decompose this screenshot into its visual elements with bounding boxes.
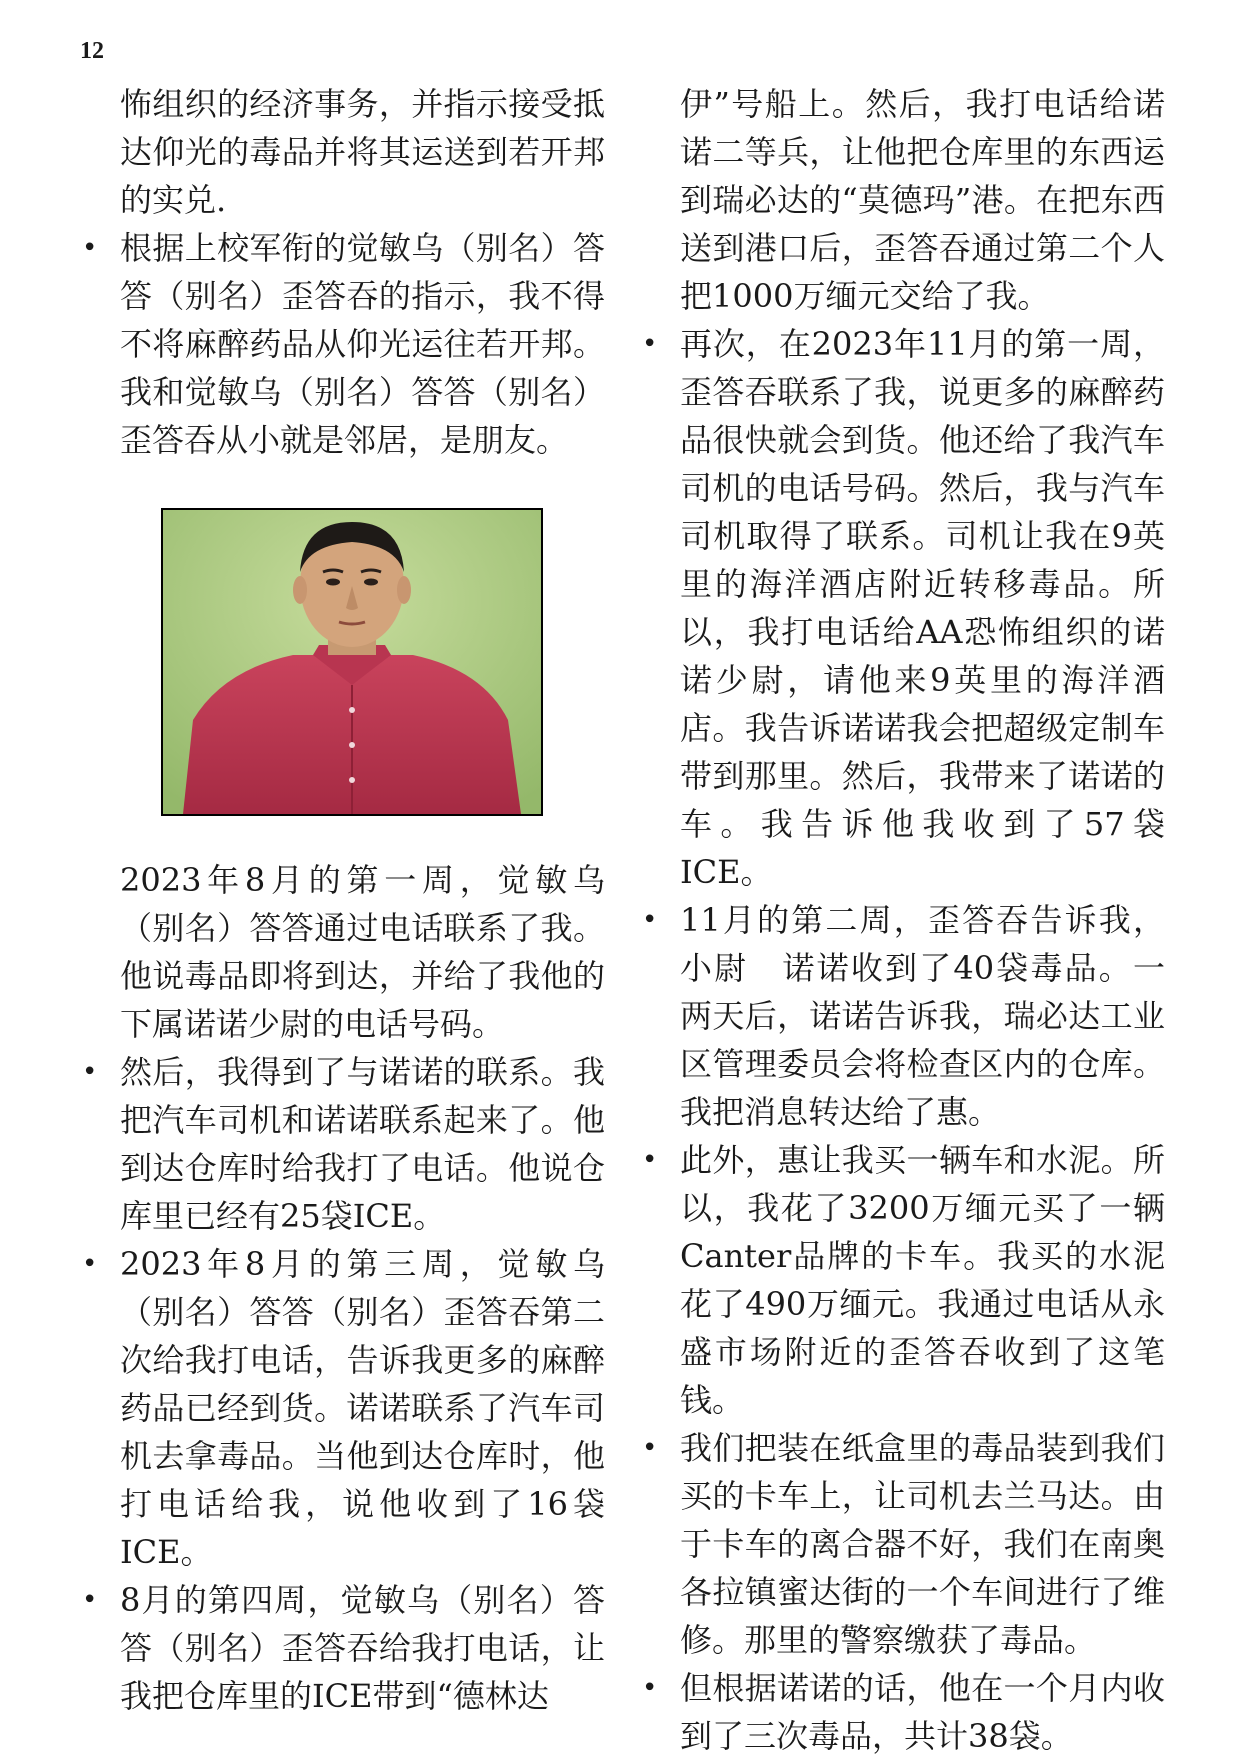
list-item-text: 根据上校军衔的觉敏乌（别名）答答（别名）歪答吞的指示，我不得不将麻醉药品从仰光运往若开邦。我和觉敏乌（别名）答答（别名）歪答吞从小就是邻居，是朋友。 xyxy=(120,229,605,459)
bullet-icon: • xyxy=(642,905,658,935)
bullet-icon: • xyxy=(642,329,658,359)
bullet-icon: • xyxy=(82,1585,98,1615)
bullet-icon: • xyxy=(82,233,98,263)
bullet-icon: • xyxy=(642,1433,658,1463)
list-item-text: 2023年8月的第三周，觉敏乌（别名）答答（别名）歪答吞第二次给我打电话，告诉我更多的麻醉药品已经到货。诺诺联系了汽车司机去拿毒品。当他到达仓库时，他打电话给我，说他收到了16袋ICE。 xyxy=(120,1245,605,1571)
list-item xyxy=(80,224,605,464)
paragraph: 2023年8月的第一周，觉敏乌（别名）答答通过电话联系了我。他说毒品即将到达，并给了我他的下属诺诺少尉的电话号码。 xyxy=(120,861,605,1043)
list-item-text: 再次，在2023年11月的第一周，歪答吞联系了我，说更多的麻醉药品很快就会到货。他还给了我汽车司机的电话号码。然后，我与汽车司机取得了联系。司机让我在9英里的海洋酒店附近转移毒品。所以，我打电话给AA恐怖组织的诺诺少尉，请他来9英里的海洋酒店。我告诉诺诺我会把超级定制车带到那里。然后，我带来了诺诺的车。我告诉他我收到了57袋ICE。 xyxy=(680,325,1165,891)
list-item xyxy=(80,1048,605,1240)
list-item-text: 11月的第二周，歪答吞告诉我，小尉 诺诺收到了40袋毒品。一两天后，诺诺告诉我，瑞必达工业区管理委员会将检查区内的仓库。我把消息转达给了惠。 xyxy=(680,901,1165,1131)
bullet-icon: • xyxy=(642,1673,658,1703)
list-item xyxy=(640,320,1165,896)
left-column xyxy=(80,80,605,1720)
list-item-text: 然后，我得到了与诺诺的联系。我把汽车司机和诺诺联系起来了。他到达仓库时给我打了电话。他说仓库里已经有25袋ICE。 xyxy=(120,1053,605,1235)
continuation-paragraph: 伊”号船上。然后，我打电话给诺诺二等兵，让他把仓库里的东西运到瑞必达的“莫德玛”港。在把东西送到港口后，歪答吞通过第二个人把1000万缅元交给了我。 xyxy=(680,85,1165,315)
list-item xyxy=(640,896,1165,1136)
list-item xyxy=(640,1664,1165,1760)
list-item xyxy=(80,1240,605,1576)
list-item-text: 此外，惠让我买一辆车和水泥。所以，我花了3200万缅元买了一辆Canter品牌的卡车。我买的水泥花了490万缅元。我通过电话从永盛市场附近的歪答吞收到了这笔钱。 xyxy=(680,1141,1165,1419)
list-item-text: 我们把装在纸盒里的毒品装到我们买的卡车上，让司机去兰马达。由于卡车的离合器不好，我们在南奥各拉镇蜜达街的一个车间进行了维修。那里的警察缴获了毒品。 xyxy=(680,1429,1165,1659)
portrait-photo xyxy=(161,508,543,816)
list-item-text: 8月的第四周，觉敏乌（别名）答答（别名）歪答吞给我打电话，让我把仓库里的ICE带到“德林达 xyxy=(120,1581,605,1715)
list-item-text: 但根据诺诺的话，他在一个月内收到了三次毒品，共计38袋。 xyxy=(680,1669,1165,1755)
list-item xyxy=(640,1136,1165,1424)
portrait-photo-icon xyxy=(163,510,541,814)
bullet-icon: • xyxy=(642,1145,658,1175)
bullet-icon: • xyxy=(82,1057,98,1087)
list-item xyxy=(640,1424,1165,1664)
page-number: 12 xyxy=(80,38,104,64)
list-item xyxy=(80,1576,605,1720)
right-column xyxy=(640,80,1165,1760)
intro-paragraph: 怖组织的经济事务，并指示接受抵达仰光的毒品并将其运送到若开邦的实兑. xyxy=(120,85,605,219)
bullet-icon: • xyxy=(82,1249,98,1279)
